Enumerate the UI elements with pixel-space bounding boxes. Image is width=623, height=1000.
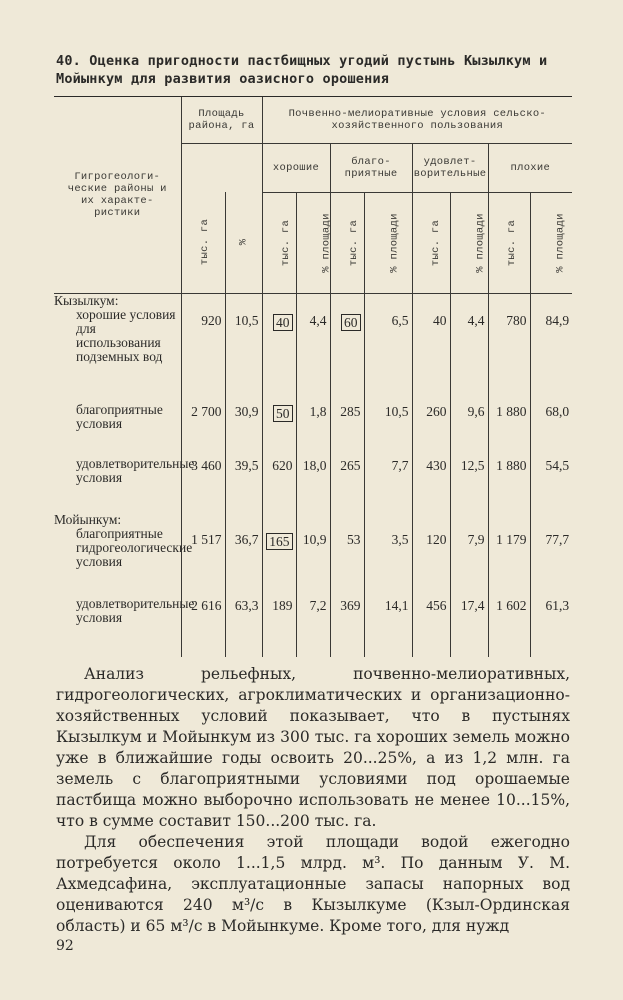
- cell-good-ths: [262, 457, 296, 513]
- cell-fav-ths: [330, 513, 364, 597]
- cell-good-pct: [296, 403, 330, 457]
- cell-bad-ths: [488, 513, 530, 597]
- cell-value: 120: [426, 532, 447, 547]
- cell-value: 36,7: [234, 532, 259, 547]
- cell-value: 68,0: [545, 404, 570, 419]
- table-row: [54, 403, 572, 457]
- header-bad-pct: % площади: [530, 192, 572, 293]
- row-label-text: благоприятные условия: [76, 402, 163, 431]
- cell-area-ths: [181, 293, 225, 403]
- cell-good-pct: [296, 457, 330, 513]
- cell-fav-pct: [364, 403, 412, 457]
- row-label: [54, 403, 181, 457]
- cell-value: 260: [426, 404, 447, 419]
- header-area-spacer: [181, 144, 262, 193]
- header-region: Гигрогеологи-ческие районы и их характе-ристики: [54, 97, 181, 294]
- cell-good-pct: [296, 513, 330, 597]
- cell-value: 40: [433, 312, 447, 328]
- cell-value: 17,4: [460, 598, 485, 613]
- cell-value: 1,8: [309, 404, 327, 419]
- cell-value: 77,7: [545, 532, 570, 547]
- cell-sat-pct: [450, 457, 488, 513]
- cell-area-ths: [181, 513, 225, 597]
- header-fav-pct: % площади: [364, 192, 412, 293]
- cell-value: 369: [340, 598, 361, 613]
- header-satisfactory: удовлет-ворительные: [412, 144, 488, 193]
- cell-sat-ths: [412, 293, 450, 403]
- header-area-ths: тыс. га: [181, 192, 225, 293]
- cell-value: 12,5: [460, 458, 485, 473]
- cell-value: 6,5: [391, 312, 409, 328]
- row-label: [54, 456, 195, 513]
- header-good: хорошие: [262, 144, 330, 193]
- header-good-ths: тыс. га: [262, 192, 296, 293]
- cell-good-pct: [296, 597, 330, 657]
- cell-area-pct: [225, 597, 262, 657]
- header-bad: плохие: [488, 144, 572, 193]
- cell-sat-ths: [412, 513, 450, 597]
- cell-bad-pct: [530, 457, 572, 513]
- cell-value: 165: [266, 533, 292, 550]
- header-area: Площадь района, га: [181, 97, 262, 144]
- cell-fav-pct: [364, 457, 412, 513]
- cell-value: 39,5: [234, 458, 259, 473]
- row-label-text: благоприятные гидрогеологические условия: [76, 526, 193, 569]
- cell-bad-ths: [488, 457, 530, 513]
- cell-value: 265: [340, 458, 361, 473]
- cell-sat-pct: [450, 597, 488, 657]
- cell-bad-pct: [530, 513, 572, 597]
- cell-sat-pct: [450, 293, 488, 403]
- cell-value: 3,5: [391, 532, 409, 547]
- table-row: [54, 513, 572, 597]
- cell-good-ths: [262, 293, 296, 403]
- row-label: [54, 293, 181, 403]
- header-sat-ths: тыс. га: [412, 192, 450, 293]
- row-label-text: удовлетворительные условия: [76, 456, 195, 485]
- cell-value: 7,2: [309, 598, 327, 613]
- body-text: [56, 664, 570, 937]
- cell-value: 1 179: [496, 532, 527, 547]
- cell-area-pct: [225, 293, 262, 403]
- cell-sat-ths: [412, 597, 450, 657]
- cell-value: 7,7: [391, 458, 409, 473]
- cell-value: 7,9: [467, 532, 485, 547]
- cell-value: 189: [272, 598, 293, 613]
- cell-value: 18,0: [302, 458, 327, 473]
- cell-value: 10,9: [302, 532, 327, 547]
- cell-good-pct: [296, 293, 330, 403]
- cell-good-ths: [262, 597, 296, 657]
- cell-value: 60: [341, 314, 361, 331]
- page-number: 92: [56, 938, 74, 954]
- cell-sat-pct: [450, 513, 488, 597]
- cell-value: 780: [506, 312, 527, 328]
- cell-fav-pct: [364, 293, 412, 403]
- header-fav-ths: тыс. га: [330, 192, 364, 293]
- cell-value: 1 880: [496, 404, 527, 419]
- header-area-pct: %: [225, 192, 262, 293]
- header-sat-pct: % площади: [450, 192, 488, 293]
- paragraph: Для обеспечения этой площади водой ежегодно потребуется около 1...1,5 млрд. м³. По данным У. М. Ахмедсафина, эксплуатационные запасы напорных вод оцениваются 240 м³/с в Кызылкуме (Кзыл-Ординская область) и 65 м³/с в Мойынкуме. Кроме того, для нужд: [56, 833, 570, 935]
- header-good-pct: % площади: [296, 192, 330, 293]
- cell-sat-ths: [412, 403, 450, 457]
- cell-value: 9,6: [467, 404, 485, 419]
- cell-value: 53: [347, 532, 361, 547]
- cell-bad-pct: [530, 403, 572, 457]
- cell-value: 1 602: [496, 598, 527, 613]
- table-row: [54, 293, 572, 403]
- cell-sat-pct: [450, 403, 488, 457]
- cell-value: 61,3: [545, 598, 570, 613]
- cell-sat-ths: [412, 457, 450, 513]
- cell-value: 54,5: [545, 458, 570, 473]
- cell-value: 2 616: [191, 598, 222, 613]
- cell-area-pct: [225, 457, 262, 513]
- cell-value: 4,4: [309, 312, 327, 328]
- header-conditions: Почвенно-мелиоративные условия сельско-хозяйственного пользования: [262, 97, 572, 144]
- cell-area-pct: [225, 403, 262, 457]
- cell-value: 1 517: [191, 532, 222, 547]
- cell-value: 63,3: [234, 598, 259, 613]
- cell-value: 4,4: [467, 312, 485, 328]
- cell-fav-pct: [364, 513, 412, 597]
- cell-good-ths: [262, 513, 296, 597]
- cell-fav-pct: [364, 597, 412, 657]
- cell-bad-pct: [530, 293, 572, 403]
- cell-fav-ths: [330, 457, 364, 513]
- cell-area-ths: [181, 403, 225, 457]
- paragraph: Анализ рельефных, почвенно-мелиоративных, гидрогеологических, агроклиматических и организационно-хозяйственных условий показывает, что в пустынях Кызылкум и Мойынкум из 300 тыс. га хороших земель можно уже в ближайшие годы освоить 20...25%, а из 1,2 млн. га земель с благоприятными условиями под орошаемые пастбища можно выборочно использовать не менее 10...15%, что в сумме составит 150...200 тыс. га.: [56, 665, 570, 830]
- cell-value: 920: [201, 312, 222, 328]
- cell-bad-ths: [488, 403, 530, 457]
- cell-value: 30,9: [234, 404, 259, 419]
- cell-bad-ths: [488, 597, 530, 657]
- cell-fav-ths: [330, 403, 364, 457]
- cell-value: 10,5: [234, 312, 259, 328]
- cell-fav-ths: [330, 597, 364, 657]
- row-label-text: удовлетворительные условия: [76, 596, 195, 625]
- cell-value: 1 880: [496, 458, 527, 473]
- header-bad-ths: тыс. га: [488, 192, 530, 293]
- cell-value: 285: [340, 404, 361, 419]
- cell-area-pct: [225, 513, 262, 597]
- cell-value: 84,9: [545, 312, 570, 328]
- cell-fav-ths: [330, 293, 364, 403]
- cell-bad-ths: [488, 293, 530, 403]
- cell-value: 430: [426, 458, 447, 473]
- table-row: [54, 597, 572, 657]
- row-label-text: хорошие условия для использования подземных вод: [76, 306, 176, 364]
- cell-value: 2 700: [191, 404, 222, 419]
- group-name: Кызылкум:: [54, 292, 119, 308]
- group-name: Мойынкум:: [54, 512, 122, 527]
- table-title: 40. Оценка пригодности пастбищных угодий пустынь Кызылкум и Мойынкум для развития оазисного орошения: [56, 53, 548, 87]
- cell-value: 10,5: [384, 404, 409, 419]
- cell-value: 456: [426, 598, 447, 613]
- cell-value: 3 460: [191, 458, 222, 473]
- row-label: [54, 512, 193, 597]
- cell-value: 14,1: [384, 598, 409, 613]
- row-label: [54, 596, 195, 657]
- suitability-table: [54, 96, 572, 657]
- cell-value: 40: [273, 314, 293, 331]
- cell-bad-pct: [530, 597, 572, 657]
- table-row: [54, 457, 572, 513]
- table-body: [54, 293, 572, 657]
- cell-value: 50: [273, 405, 293, 422]
- cell-good-ths: [262, 403, 296, 457]
- header-favorable: благо-приятные: [330, 144, 412, 193]
- cell-value: 620: [272, 458, 293, 473]
